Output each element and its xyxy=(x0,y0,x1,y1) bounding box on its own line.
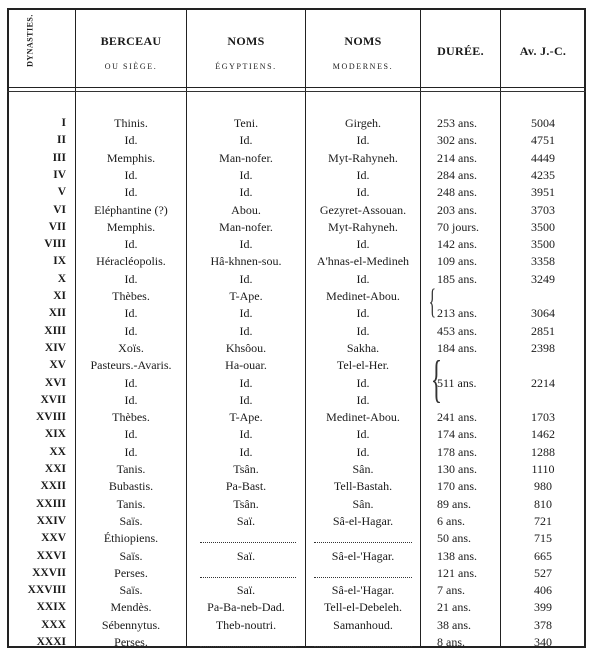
nom-egyptien-cell: Id. xyxy=(239,427,253,442)
nom-moderne-cell: Sakha. xyxy=(346,340,380,355)
dynasty-numeral: XXVI xyxy=(36,549,66,562)
berceau-cell: Saïs. xyxy=(119,583,143,598)
dynasty-numeral: XXIX xyxy=(36,601,66,614)
berceau-cell: Id. xyxy=(124,444,138,459)
berceau-cell: Id. xyxy=(124,237,138,252)
nom-moderne-cell: Samanhoud. xyxy=(333,617,393,632)
duree-cell: 174 ans. xyxy=(437,427,477,442)
berceau-cell: Id. xyxy=(124,185,138,200)
berceau-cell: Id. xyxy=(124,306,138,321)
duree-cell: 214 ans. xyxy=(437,150,477,165)
nom-egyptien-cell: Hâ-khnen-sou. xyxy=(210,254,282,269)
av-jc-cell: 3951 xyxy=(531,185,555,200)
dynasty-numeral: X xyxy=(57,272,66,285)
dynasty-numeral: XXII xyxy=(40,480,66,493)
nom-moderne-cell: Id. xyxy=(356,375,370,390)
av-jc-cell: 2214 xyxy=(531,375,555,390)
berceau-cell: Id. xyxy=(124,167,138,182)
berceau-cell: Id. xyxy=(124,392,138,407)
column-divider xyxy=(500,8,501,648)
av-jc-cell: 3703 xyxy=(531,202,555,217)
duree-cell: 203 ans. xyxy=(437,202,477,217)
nom-moderne-cell: Sân. xyxy=(352,496,374,511)
duree-cell: 184 ans. xyxy=(437,340,477,355)
empty-cell-dots xyxy=(314,646,412,647)
dynasty-numeral: XX xyxy=(49,445,66,458)
av-jc-cell: 2851 xyxy=(531,323,555,338)
nom-egyptien-cell: Id. xyxy=(239,185,253,200)
duree-cell: 38 ans. xyxy=(437,617,471,632)
berceau-cell: Saïs. xyxy=(119,513,143,528)
berceau-cell: Id. xyxy=(124,271,138,286)
nom-egyptien-cell: Pa-Ba-neb-Dad. xyxy=(207,600,285,615)
nom-moderne-cell: Id. xyxy=(356,392,370,407)
dynasty-numeral: XV xyxy=(49,359,66,372)
nom-moderne-cell: Id. xyxy=(356,133,370,148)
berceau-cell: Memphis. xyxy=(106,219,156,234)
duree-cell: 21 ans. xyxy=(437,600,471,615)
dynasty-numeral: VII xyxy=(48,220,66,233)
duree-cell: 213 ans. xyxy=(437,306,477,321)
av-jc-cell: 1110 xyxy=(531,462,555,476)
header-noms-modernes-sub: MODERNES. xyxy=(332,62,394,71)
berceau-cell: Thèbes. xyxy=(112,410,150,425)
berceau-cell: Id. xyxy=(124,323,138,338)
nom-moderne-cell: Myt-Rahyneh. xyxy=(328,219,398,234)
duree-cell: 89 ans. xyxy=(437,496,471,511)
av-jc-cell: 378 xyxy=(534,617,552,632)
nom-moderne-cell: Myt-Rahyneh. xyxy=(328,150,398,165)
dynasty-numeral: XVII xyxy=(40,393,66,406)
header-berceau: BERCEAU xyxy=(100,34,162,48)
nom-moderne-cell: Id. xyxy=(356,306,370,321)
nom-moderne-cell: Tel-el-Her. xyxy=(336,358,390,373)
berceau-cell: Perses. xyxy=(114,565,148,580)
berceau-cell: Mendès. xyxy=(110,600,152,615)
berceau-cell: Tanis. xyxy=(116,462,146,476)
nom-egyptien-cell: Abou. xyxy=(231,202,261,217)
column-divider xyxy=(420,8,421,648)
nom-moderne-cell: Id. xyxy=(356,444,370,459)
duree-cell: 248 ans. xyxy=(437,185,477,200)
nom-moderne-cell: Id. xyxy=(356,237,370,252)
header-noms-egyptiens: NOMS xyxy=(227,34,265,48)
nom-egyptien-cell: Tsân. xyxy=(233,496,259,511)
berceau-cell: Perses. xyxy=(114,635,148,649)
av-jc-cell: 1703 xyxy=(531,410,555,425)
header-av-jc: Av. J.-C. xyxy=(519,44,567,58)
av-jc-cell: 527 xyxy=(534,565,552,580)
nom-moderne-cell: Id. xyxy=(356,323,370,338)
berceau-cell: Xoïs. xyxy=(118,340,144,355)
av-jc-cell: 3500 xyxy=(531,237,555,252)
empty-cell-dots xyxy=(314,542,412,543)
av-jc-cell: 721 xyxy=(534,513,552,528)
header-berceau-sub: OU SIÈGE. xyxy=(104,62,158,71)
nom-egyptien-cell: Id. xyxy=(239,444,253,459)
nom-egyptien-cell: T-Ape. xyxy=(229,289,263,303)
dynasty-numeral: XXX xyxy=(41,618,66,631)
av-jc-cell: 340 xyxy=(534,635,552,649)
dynasty-numeral: XXV xyxy=(41,532,66,545)
empty-cell-dots xyxy=(200,646,296,647)
nom-egyptien-cell: Pa-Bast. xyxy=(225,479,267,494)
grouping-brace: { xyxy=(428,283,437,321)
dynasty-numeral: XVI xyxy=(44,376,66,389)
dynasty-numeral: XII xyxy=(48,307,66,320)
dynasty-numeral: XXXI xyxy=(36,636,66,648)
berceau-cell: Id. xyxy=(124,375,138,390)
duree-cell: 511 ans. xyxy=(437,375,477,390)
nom-egyptien-cell: Id. xyxy=(239,167,253,182)
duree-cell: 302 ans. xyxy=(437,133,477,148)
berceau-cell: Memphis. xyxy=(106,150,156,165)
duree-cell: 253 ans. xyxy=(437,116,477,130)
nom-egyptien-cell: Khsôou. xyxy=(225,340,267,355)
nom-egyptien-cell: Saï. xyxy=(236,513,256,528)
nom-moderne-cell: Id. xyxy=(356,271,370,286)
berceau-cell: Saïs. xyxy=(119,548,143,563)
nom-moderne-cell: Medinet-Abou. xyxy=(326,289,400,303)
berceau-cell: Tanis. xyxy=(116,496,146,511)
nom-moderne-cell: Tell-el-Debeleh. xyxy=(323,600,403,615)
av-jc-cell: 3064 xyxy=(531,306,555,321)
empty-cell-dots xyxy=(200,577,296,578)
header-dynasties: DYNASTIES. xyxy=(25,14,35,67)
av-jc-cell: 1462 xyxy=(531,427,555,442)
av-jc-cell: 4751 xyxy=(531,133,555,148)
nom-egyptien-cell: Man-nofer. xyxy=(219,219,273,234)
nom-moderne-cell: Id. xyxy=(356,185,370,200)
nom-egyptien-cell: Theb-noutri. xyxy=(215,617,277,632)
berceau-cell: Thinis. xyxy=(114,116,148,130)
av-jc-cell: 4449 xyxy=(531,150,555,165)
nom-moderne-cell: A'hnas-el-Medineh xyxy=(316,254,410,269)
header-noms-modernes: NOMS xyxy=(344,34,382,48)
nom-moderne-cell: Girgeh. xyxy=(344,116,382,130)
dynasty-numeral: XIX xyxy=(44,428,66,441)
duree-cell: 185 ans. xyxy=(437,271,477,286)
empty-cell-dots xyxy=(314,577,412,578)
duree-cell: 121 ans. xyxy=(437,565,477,580)
nom-egyptien-cell: Id. xyxy=(239,133,253,148)
berceau-cell: Pasteurs.-Avaris. xyxy=(90,358,172,373)
dynasty-numeral: XXI xyxy=(44,463,66,475)
berceau-cell: Eléphantine (?) xyxy=(94,202,168,217)
nom-egyptien-cell: T-Ape. xyxy=(229,410,263,425)
dynasty-numeral: XI xyxy=(53,290,66,302)
av-jc-cell: 3249 xyxy=(531,271,555,286)
duree-cell: 178 ans. xyxy=(437,444,477,459)
nom-moderne-cell: Gezyret-Assouan. xyxy=(319,202,407,217)
header-duree: DURÉE. xyxy=(437,44,484,58)
nom-moderne-cell: Sân. xyxy=(352,462,374,476)
nom-egyptien-cell: Id. xyxy=(239,306,253,321)
av-jc-cell: 715 xyxy=(534,531,552,546)
empty-cell-dots xyxy=(200,542,296,543)
nom-moderne-cell: Medinet-Abou. xyxy=(326,410,400,425)
duree-cell: 70 jours. xyxy=(437,219,479,234)
nom-moderne-cell: Id. xyxy=(356,167,370,182)
berceau-cell: Id. xyxy=(124,133,138,148)
dynasty-numeral: XXVIII xyxy=(27,584,66,597)
dynasty-numeral: XIV xyxy=(44,341,66,354)
nom-egyptien-cell: Id. xyxy=(239,392,253,407)
berceau-cell: Héracléopolis. xyxy=(96,254,166,269)
berceau-cell: Éthiopiens. xyxy=(103,531,159,546)
av-jc-cell: 3358 xyxy=(531,254,555,269)
dynasty-numeral: IV xyxy=(53,168,66,181)
av-jc-cell: 406 xyxy=(534,583,552,598)
dynasty-numeral: VIII xyxy=(44,238,66,251)
dynasty-numeral: XVIII xyxy=(35,411,66,424)
duree-cell: 453 ans. xyxy=(437,323,477,338)
nom-moderne-cell: Tell-Bastah. xyxy=(333,479,393,494)
header-rule xyxy=(7,87,586,88)
nom-egyptien-cell: Tsân. xyxy=(233,462,259,476)
nom-egyptien-cell: Id. xyxy=(239,323,253,338)
av-jc-cell: 4235 xyxy=(531,167,555,182)
duree-cell: 8 ans. xyxy=(437,635,465,649)
av-jc-cell: 399 xyxy=(534,600,552,615)
av-jc-cell: 810 xyxy=(534,496,552,511)
av-jc-cell: 3500 xyxy=(531,219,555,234)
duree-cell: 142 ans. xyxy=(437,237,477,252)
nom-moderne-cell: Sâ-el-'Hagar. xyxy=(331,583,395,598)
dynasty-numeral: XXIII xyxy=(35,497,66,510)
dynasty-numeral: V xyxy=(57,186,66,199)
nom-egyptien-cell: Man-nofer. xyxy=(219,150,273,165)
nom-egyptien-cell: Id. xyxy=(239,271,253,286)
berceau-cell: Sébennytus. xyxy=(101,617,161,632)
header-rule xyxy=(7,91,586,92)
nom-egyptien-cell: Teni. xyxy=(233,116,259,130)
nom-egyptien-cell: Ha-ouar. xyxy=(225,358,267,373)
nom-moderne-cell: Id. xyxy=(356,427,370,442)
av-jc-cell: 980 xyxy=(534,479,552,494)
dynasty-numeral: XIII xyxy=(44,324,66,337)
av-jc-cell: 1288 xyxy=(531,444,555,459)
duree-cell: 7 ans. xyxy=(437,583,465,598)
duree-cell: 241 ans. xyxy=(437,410,477,425)
nom-egyptien-cell: Saï. xyxy=(236,583,256,598)
duree-cell: 138 ans. xyxy=(437,548,477,563)
av-jc-cell: 2398 xyxy=(531,340,555,355)
dynasty-numeral: II xyxy=(57,134,66,147)
nom-egyptien-cell: Id. xyxy=(239,375,253,390)
duree-cell: 170 ans. xyxy=(437,479,477,494)
duree-cell: 109 ans. xyxy=(437,254,477,269)
nom-egyptien-cell: Saï. xyxy=(236,548,256,563)
dynasty-numeral: VI xyxy=(53,203,66,216)
nom-egyptien-cell: Id. xyxy=(239,237,253,252)
duree-cell: 284 ans. xyxy=(437,167,477,182)
duree-cell: 50 ans. xyxy=(437,531,471,546)
av-jc-cell: 665 xyxy=(534,548,552,563)
dynasty-numeral: III xyxy=(52,151,66,164)
duree-cell: 130 ans. xyxy=(437,462,477,476)
duree-cell: 6 ans. xyxy=(437,513,465,528)
berceau-cell: Bubastis. xyxy=(108,479,154,494)
av-jc-cell: 5004 xyxy=(531,116,555,130)
nom-moderne-cell: Sâ-el-'Hagar. xyxy=(331,548,395,563)
dynasty-numeral: XXIV xyxy=(36,514,66,527)
grouping-brace: { xyxy=(430,351,443,409)
dynasty-numeral: I xyxy=(61,117,66,129)
dynasty-numeral: IX xyxy=(53,255,66,268)
header-noms-egyptiens-sub: ÉGYPTIENS. xyxy=(215,62,277,71)
berceau-cell: Thèbes. xyxy=(112,289,150,303)
nom-moderne-cell: Sâ-el-Hagar. xyxy=(332,513,394,528)
berceau-cell: Id. xyxy=(124,427,138,442)
dynasty-numeral: XXVII xyxy=(32,566,66,579)
